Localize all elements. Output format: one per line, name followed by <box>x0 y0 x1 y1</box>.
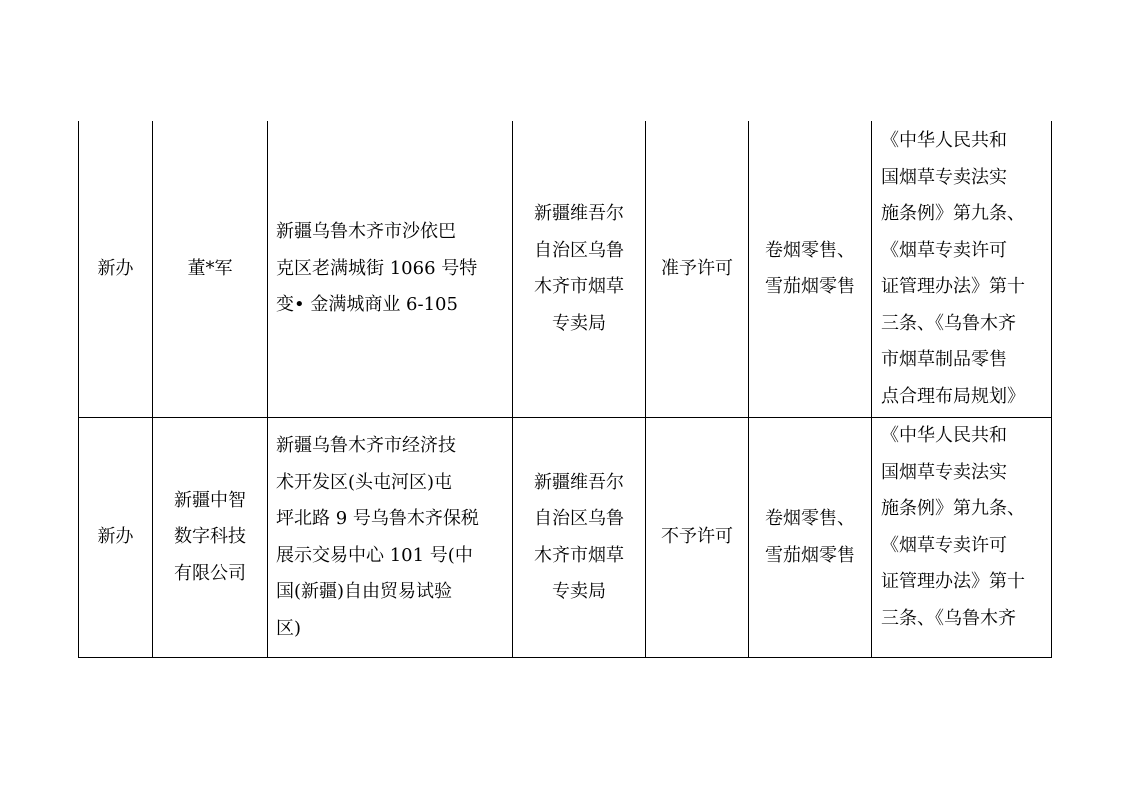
legal-basis-cell: 《中华人民共和 国烟草专卖法实 施条例》第九条、 《烟草专卖许可 证管理办法》第十 三条、《乌鲁木齐 市烟草制品零售 点合理布局规划》 <box>872 121 1052 418</box>
business-scope-cell: 卷烟零售、 雪茄烟零售 <box>749 121 872 418</box>
business-scope-cell: 卷烟零售、 雪茄烟零售 <box>749 418 872 658</box>
address-cell: 新疆乌鲁木齐市经济技 术开发区(头屯河区)屯 坪北路 9 号乌鲁木齐保税 展示交易中心 101 号(中 国(新疆)自由贸易试验 区) <box>268 418 513 658</box>
legal-basis-cell: 《中华人民共和 国烟草专卖法实 施条例》第九条、 《烟草专卖许可 证管理办法》第十 三条、《乌鲁木齐 <box>872 418 1052 658</box>
applicant-name-cell: 新疆中智 数字科技 有限公司 <box>153 418 268 658</box>
table-row <box>79 121 1052 418</box>
authority-cell: 新疆维吾尔 自治区乌鲁 木齐市烟草 专卖局 <box>513 418 646 658</box>
table-row <box>79 418 1052 658</box>
decision-cell: 不予许可 <box>646 418 749 658</box>
application-type-cell: 新办 <box>79 418 153 658</box>
decision-cell: 准予许可 <box>646 121 749 418</box>
applicant-name-cell: 董*军 <box>153 121 268 418</box>
authority-cell: 新疆维吾尔 自治区乌鲁 木齐市烟草 专卖局 <box>513 121 646 418</box>
address-cell: 新疆乌鲁木齐市沙依巴 克区老满城街 1066 号特 变• 金满城商业 6-105 <box>268 121 513 418</box>
license-table <box>78 121 1052 658</box>
application-type-cell: 新办 <box>79 121 153 418</box>
